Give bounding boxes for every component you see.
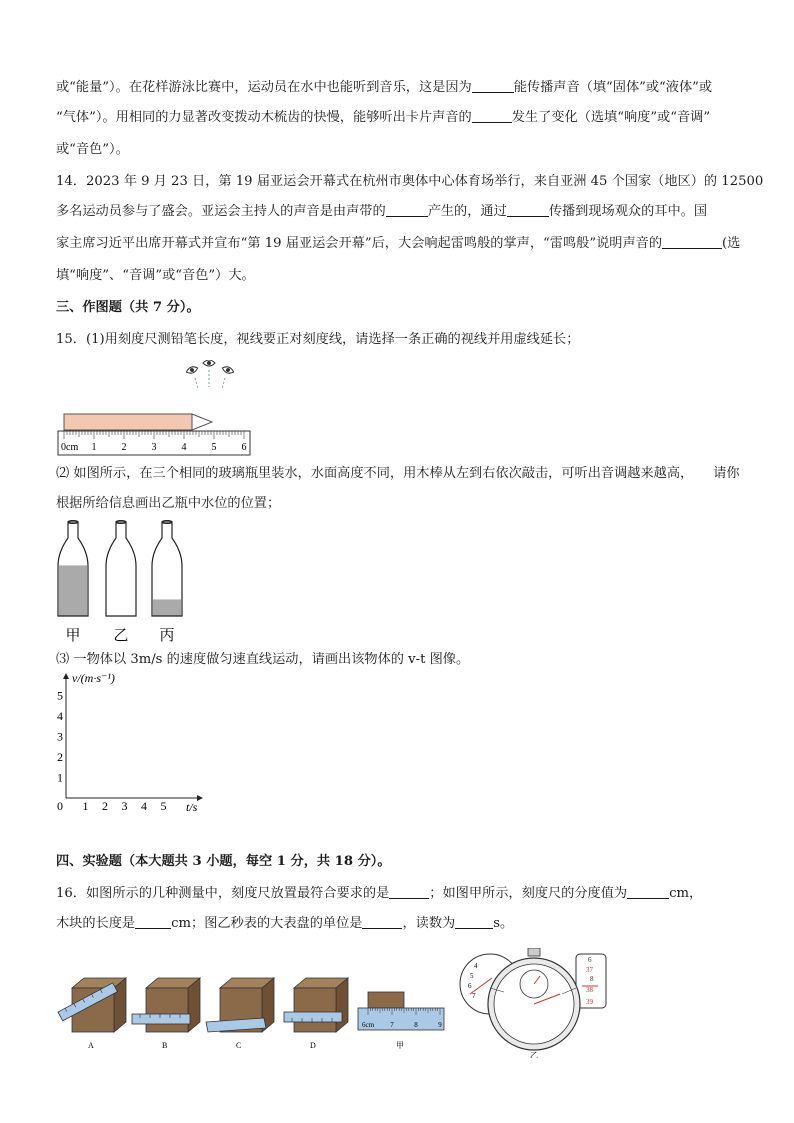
- x-tick-label: 3: [121, 799, 128, 813]
- bottle: [152, 521, 182, 645]
- big-dial-label: 6: [588, 956, 592, 964]
- text-segment: 家主席习近平出席开幕式并宣布“第 19 届亚运会开幕”后，大会响起雷鸣般的掌声，“雷鸣般”说明声音的: [56, 236, 663, 251]
- big-dial-label: 8: [590, 975, 594, 983]
- text-segment: 能传播声音（填“固体”或“液体”或: [513, 80, 713, 95]
- section-3-heading: 三、作图题（共 7 分）。: [56, 300, 200, 315]
- bottles-figure: [50, 518, 200, 646]
- pencil: [64, 414, 212, 430]
- ruler: [58, 431, 250, 455]
- answer-blank[interactable]: [386, 202, 428, 217]
- answer-blank[interactable]: [135, 914, 171, 929]
- ruler-jia-unit: 6cm: [362, 1021, 375, 1029]
- water-level: [59, 565, 87, 616]
- text-segment: 多名运动员参与了盛会。亚运会主持人的声音是由声带的: [56, 204, 386, 219]
- ruler-tick-label: 1: [91, 442, 97, 453]
- q13-line-1: [56, 78, 740, 98]
- answer-blank[interactable]: [472, 108, 512, 123]
- fig-label-d: D: [310, 1041, 316, 1050]
- x-tick-labels: [83, 799, 167, 813]
- q15-part2-line-1: [56, 464, 740, 484]
- answer-blank[interactable]: [627, 884, 669, 899]
- y-tick-labels: [57, 689, 63, 785]
- big-dial-label: 39: [586, 998, 593, 1006]
- fig-label-c: C: [236, 1041, 242, 1050]
- eye-icons: [185, 360, 234, 389]
- answer-blank[interactable]: [662, 234, 722, 249]
- text-segment: (选: [722, 236, 741, 251]
- bottle: [106, 521, 136, 645]
- answer-blank[interactable]: [455, 914, 493, 929]
- y-axis-label: v/(m·s⁻¹): [72, 671, 115, 685]
- ruler-tick-label: 5: [211, 442, 217, 453]
- answer-blank[interactable]: [362, 914, 402, 929]
- vt-graph: [54, 668, 214, 814]
- small-dial-label: 5: [470, 972, 474, 980]
- bottle-label: 乙: [113, 628, 129, 644]
- bottle-outline: [106, 522, 136, 616]
- block-d: [284, 978, 348, 1050]
- ruler-unit-label: 0cm: [61, 442, 79, 453]
- small-dial-label: 4: [474, 962, 478, 970]
- fig-label-b: B: [162, 1041, 168, 1050]
- text-segment: 或“能量”）。在花样游泳比赛中，运动员在水中也能听到音乐，这是因为: [56, 80, 472, 95]
- text-segment: ⑵ 如图所示，在三个相同的玻璃瓶里装水，水面高度不同，用木棒从左到右依次敲击，可听出音调越来越高，: [56, 466, 694, 481]
- figure-jia: [358, 992, 444, 1050]
- text-segment: s。: [493, 916, 514, 931]
- wood-block: [368, 992, 404, 1008]
- answer-blank[interactable]: [389, 884, 429, 899]
- section-4-heading: 四、实验题（本大题共 3 小题，每空 1 分，共 18 分）。: [56, 854, 391, 869]
- ruler-tick-label: 9: [438, 1021, 442, 1029]
- q14-line-3: [56, 234, 740, 254]
- water-level: [153, 599, 181, 616]
- text-segment: ；如图甲所示，刻度尺的分度值为: [429, 886, 628, 901]
- q15-part1: 15．(1)用刻度尺测铅笔长度，视线要正对刻度线，请选择一条正确的视线并用虚线延长；: [56, 332, 580, 347]
- q14-line-1: 14．2023 年 9 月 23 日，第 19 届亚运会开幕式在杭州市奥体中心体育场举行，来自亚洲 45 个国家（地区）的 12500: [56, 174, 764, 189]
- eye-icon-left: [185, 365, 198, 375]
- text-segment: cm；图乙秒表的大表盘的单位是: [171, 916, 363, 931]
- ruler-tick-label: 3: [151, 442, 157, 453]
- y-tick-label: 3: [57, 729, 63, 744]
- ruler-b: [132, 1014, 190, 1024]
- eye-icon-middle: [203, 360, 215, 366]
- text-segment: 传播到现场观众的耳中。国: [548, 204, 708, 219]
- x-tick-label: 4: [141, 799, 147, 813]
- q15-part2-line-2: 根据所给信息画出乙瓶中水位的位置；: [56, 496, 281, 511]
- bottle: [58, 521, 88, 645]
- q16-line-1: [56, 884, 740, 904]
- block-c: [206, 978, 274, 1050]
- block-b: [132, 978, 200, 1050]
- origin-label: 0: [57, 799, 63, 813]
- text-segment: ，读数为: [402, 916, 456, 931]
- y-tick-label: 5: [57, 688, 63, 703]
- pencil-ruler-figure: [52, 360, 262, 460]
- fig-label-jia: 甲: [396, 1041, 404, 1050]
- x-axis-label: t/s: [186, 800, 198, 814]
- answer-blank[interactable]: [472, 78, 514, 93]
- block-a: [58, 978, 126, 1050]
- q14-line-2: [56, 202, 740, 222]
- x-tick-label: 1: [82, 799, 89, 813]
- text-segment: “气体”）。用相同的力显著改变拨动木梳齿的快慢，能够听出卡片声音的: [56, 110, 472, 125]
- small-dial-label: 7: [472, 992, 476, 1000]
- eye-icon-right: [221, 365, 234, 375]
- bottles: [58, 521, 182, 645]
- ruler-tick-label: 6: [241, 442, 247, 453]
- fig-label-a: A: [88, 1041, 94, 1050]
- q13-line-2: [56, 108, 740, 128]
- q16-line-2: [56, 914, 740, 934]
- answer-blank[interactable]: [507, 202, 549, 217]
- measurement-figures: [50, 948, 620, 1058]
- stopwatch-crown: [528, 948, 540, 956]
- small-dial-label: 6: [468, 982, 472, 990]
- q15-part3: ⑶ 一物体以 3m/s 的速度做匀速直线运动，请画出该物体的 v-t 图像。: [56, 652, 470, 667]
- bottle-label: 丙: [159, 628, 175, 644]
- y-tick-label: 1: [57, 770, 63, 785]
- text-segment: 16．如图所示的几种测量中，刻度尺放置最符合要求的是: [56, 886, 390, 901]
- big-dial-label: 37: [586, 966, 593, 974]
- text-segment: 发生了变化（选填“响度”或“音调”: [511, 110, 711, 125]
- y-tick-label: 2: [57, 750, 63, 764]
- ruler-tick-label: 4: [181, 442, 187, 453]
- y-tick-label: 4: [57, 709, 63, 723]
- big-dial-label: 38: [586, 986, 593, 994]
- ruler-tick-label: 8: [414, 1021, 418, 1029]
- bottle-label: 甲: [65, 628, 81, 644]
- x-tick-label: 2: [102, 799, 108, 813]
- q13-line-3: 或“音色”）。: [56, 142, 129, 157]
- ruler-d: [284, 1012, 342, 1022]
- figure-yi-stopwatch: [460, 948, 606, 1058]
- text-segment: 木块的长度是: [56, 916, 136, 931]
- text-segment: cm，: [669, 886, 703, 901]
- text-segment: 请你: [713, 466, 740, 481]
- q14-line-4: 填“响度”、“音调”或“音色”）大。: [56, 268, 255, 283]
- fig-label-yi: 乙: [530, 1051, 538, 1058]
- text-segment: 产生的，通过: [427, 204, 507, 219]
- x-tick-label: 5: [160, 799, 167, 813]
- ruler-tick-label: 2: [121, 442, 127, 453]
- ruler-tick-label: 7: [390, 1021, 394, 1029]
